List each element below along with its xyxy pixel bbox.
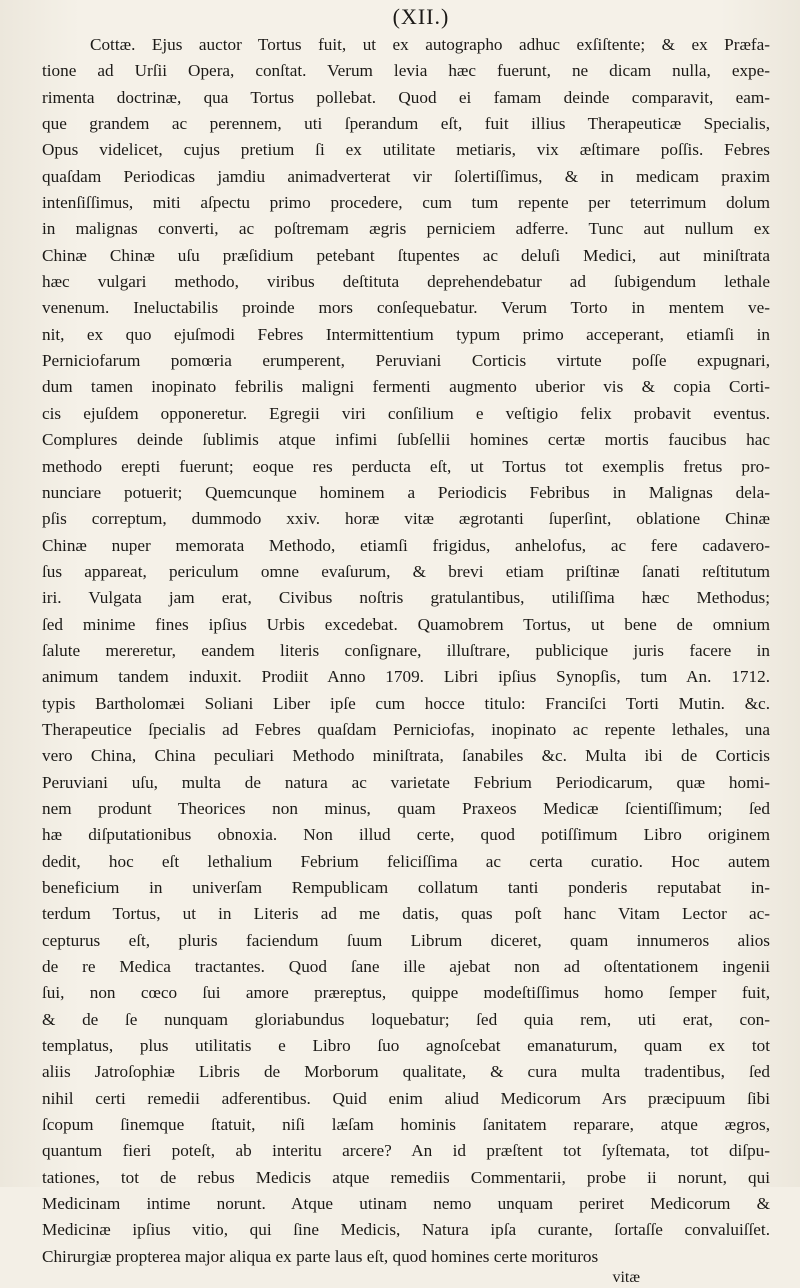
text-line: Chinæ Chinæ uſu præſidium petebant ſtupentes ac deluſi Medici, aut miniſtrata bbox=[42, 245, 770, 265]
text-line: Perniciofarum pomœria erumperent, Peruviani Corticis virtute poſſe expugnari, bbox=[42, 351, 770, 371]
text-line: Therapeutice ſpecialis ad Febres quaſdam Perniciofas, inopinato ac repente lethales, una bbox=[42, 719, 770, 739]
text-line: ſed minime fines ipſius Urbis excedebat. Quamobrem Tortus, ut bene de omnium bbox=[42, 614, 770, 634]
text-line: venenum. Ineluctabilis proinde mors conſequebatur. Verum Torto in mentem ve- bbox=[42, 298, 770, 318]
body-text bbox=[42, 32, 770, 1270]
text-line: in malignas converti, ac poſtremam ægris perniciem adferre. Tunc aut nullum ex bbox=[42, 219, 770, 239]
text-line: templatus, plus utilitatis e Libro ſuo agnoſcebat emanaturum, quam ex tot bbox=[42, 1036, 770, 1056]
text-line: cis ejuſdem opponeretur. Egregii viri conſilium e veſtigio felix probavit eventus. bbox=[42, 403, 770, 423]
text-line: nunciare potuerit; Quemcunque hominem a Periodicis Febribus in Malignas dela- bbox=[42, 482, 770, 502]
text-line: beneficium in univerſam Rempublicam collatum tanti ponderis reputabat in- bbox=[42, 878, 770, 897]
text-line: tationes, tot de rebus Medicis atque remediis Commentarii, probe ii norunt, qui bbox=[42, 1167, 770, 1187]
page-number: (XII.) bbox=[392, 4, 450, 29]
text-line: dedit, hoc eſt lethalium Febrium feliciſſima ac certa curatio. Hoc autem bbox=[42, 851, 770, 871]
text-line: rimenta doctrinæ, qua Tortus pollebat. Quod ei famam deinde comparavit, eam- bbox=[42, 87, 770, 107]
text-line: dum tamen inopinato febrilis maligni fermenti augmento uberior vis & copia Corti- bbox=[42, 377, 770, 397]
text-line: & de ſe nunquam gloriabundus loquebatur; ſed quia rem, uti erat, con- bbox=[42, 1009, 770, 1029]
text-line: vero China, China peculiari Methodo miniſtrata, ſanabiles &c. Multa ibi de Corticis bbox=[42, 746, 770, 766]
text-line: typis Bartholomæi Soliani Liber ipſe cum hocce titulo: Franciſci Torti Mutin. &c. bbox=[42, 693, 770, 713]
text-line: hæ diſputationibus obnoxia. Non illud certe, quod potiſſimum Libro originem bbox=[42, 825, 770, 845]
text-line: animum tandem induxit. Prodiit Anno 1709. Libri ipſius Synopſis, tum An. 1712. bbox=[42, 667, 770, 687]
text-line: tione ad Urſii Opera, conſtat. Verum levia hæc fuerunt, ne dicam nulla, expe- bbox=[42, 61, 770, 81]
text-line: Peruviani uſu, multa de natura ac varietate Febrium Periodicarum, quæ homi- bbox=[42, 772, 770, 792]
text-line: aliis Jatroſophiæ Libris de Morborum qualitate, & cura multa tradentibus, ſed bbox=[42, 1062, 770, 1082]
text-line: nihil certi remedii adferentibus. Quid enim aliud Medicorum Ars præcipuum ſibi bbox=[42, 1088, 770, 1108]
text-line: ſus appareat, periculum omne evaſurum, & brevi etiam priſtinæ ſanati reſtitutum bbox=[42, 561, 770, 581]
text-line: hæc vulgari methodo, viribus deſtituta deprehendebatur ad ſubigendum lethale bbox=[42, 272, 770, 292]
text-line: Medicinam intime norunt. Atque utinam nemo unquam periret Medicorum & bbox=[42, 1194, 770, 1214]
text-line: Opus videlicet, cujus pretium ſi ex utilitate metiaris, vix æſtimare poſſis. Febres bbox=[42, 140, 770, 160]
text-line: intenſiſſimus, miti aſpectu primo procedere, cum tum repente per teterrimum dolum bbox=[42, 193, 770, 213]
text-line: terdum Tortus, ut in Literis ad me datis, quas poſt hanc Vitam Lector ac- bbox=[42, 904, 770, 924]
text-line: iri. Vulgata jam erat, Civibus noſtris gratulantibus, utiliſſima hæc Methodus; bbox=[42, 588, 770, 608]
text-line: nem produnt Theorices non minus, quam Praxeos Medicæ ſcientiſſimum; ſed bbox=[42, 798, 770, 818]
text-line: Medicinæ ipſius vitio, qui ſine Medicis, Natura ipſa curante, ſortaſſe convaluiſſet. bbox=[42, 1220, 770, 1240]
text-line: Chirurgiæ propterea major aliqua ex parte laus eſt, quod homines certe morituros bbox=[42, 1246, 599, 1266]
text-line: methodo erepti fuerunt; eoque res perducta eſt, ut Tortus tot exemplis fretus pro- bbox=[42, 456, 770, 476]
text-line: quantum fieri poteſt, ab interitu arcere? An id præſtent tot ſyſtemata, tot diſpu- bbox=[42, 1141, 770, 1161]
text-line: que grandem ac perennem, uti ſperandum eſt, fuit illius Therapeuticæ Specialis, bbox=[42, 114, 770, 134]
text-line: pſis correptum, dummodo xxiv. horæ vitæ ægrotanti ſuperſint, oblatione Chinæ bbox=[42, 509, 770, 529]
text-line: Chinæ nuper memorata Methodo, etiamſi frigidus, anhelofus, ac fere cadavero- bbox=[42, 535, 770, 555]
text-line: ſui, non cœco ſui amore præreptus, quippe modeſtiſſimus homo ſemper fuit, bbox=[42, 983, 770, 1003]
text-line: nit, ex quo ejuſmodi Febres Intermittentium typum primo acceperant, etiamſi in bbox=[42, 324, 770, 344]
text-line: quaſdam Periodicas jamdiu animadverterat vir ſolertiſſimus, & in medicam praxim bbox=[42, 166, 770, 186]
text-line: ſalute mereretur, eandem literis conſignare, illuſtrare, publicique juris facere in bbox=[42, 640, 770, 660]
text-line: Cottæ. Ejus auctor Tortus fuit, ut ex autographo adhuc exſiſtente; & ex Præfa- bbox=[90, 35, 770, 54]
text-line: ſcopum ſinemque ſtatuit, niſi læſam hominis ſanitatem reparare, atque ægros, bbox=[42, 1115, 770, 1135]
text-line: cepturus eſt, pluris faciendum ſuum Librum diceret, quam innumeros alios bbox=[42, 930, 770, 950]
catchword: vitæ bbox=[612, 1269, 640, 1287]
text-line: Complures deinde ſublimis atque infimi ſubſellii homines certæ mortis faucibus hac bbox=[42, 430, 770, 450]
text-line: de re Medica tractantes. Quod ſane ille ajebat non ad oſtentationem ingenii bbox=[42, 957, 770, 977]
